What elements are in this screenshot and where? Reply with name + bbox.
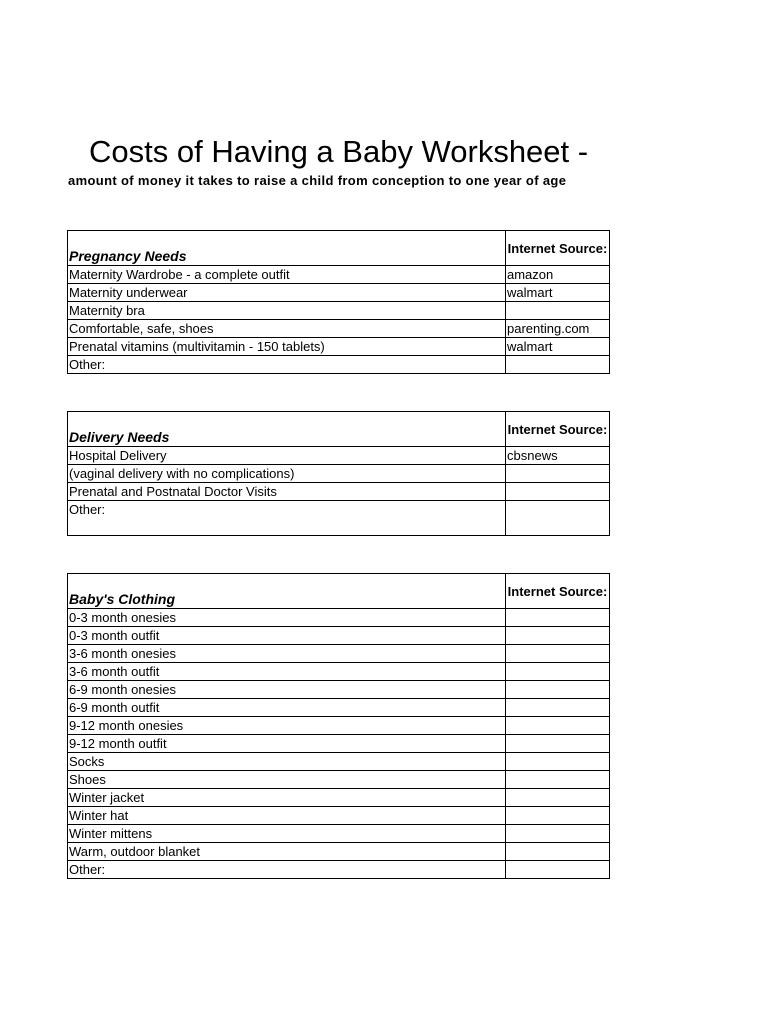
table-row <box>68 843 610 861</box>
item-cell[interactable]: Other: <box>68 861 506 879</box>
item-cell[interactable]: Shoes <box>68 771 506 789</box>
item-cell[interactable]: Other: <box>68 501 506 536</box>
source-cell[interactable] <box>506 465 610 483</box>
table-row <box>68 302 610 320</box>
item-cell[interactable]: Winter hat <box>68 807 506 825</box>
delivery-needs-table <box>67 411 610 536</box>
table-row <box>68 789 610 807</box>
delivery-needs-heading: Delivery Needs <box>68 412 506 447</box>
table-row <box>68 447 610 465</box>
item-cell[interactable]: Winter mittens <box>68 825 506 843</box>
item-cell[interactable]: 6-9 month onesies <box>68 681 506 699</box>
source-cell[interactable] <box>506 627 610 645</box>
item-cell[interactable]: Maternity underwear <box>68 284 506 302</box>
table-header-row <box>68 231 610 266</box>
table-row <box>68 681 610 699</box>
table-row <box>68 663 610 681</box>
item-cell[interactable]: 9-12 month outfit <box>68 735 506 753</box>
item-cell[interactable]: Winter jacket <box>68 789 506 807</box>
internet-source-header: Internet Source: <box>506 574 610 609</box>
internet-source-header: Internet Source: <box>506 412 610 447</box>
table-row <box>68 807 610 825</box>
source-cell[interactable] <box>506 843 610 861</box>
source-cell[interactable] <box>506 807 610 825</box>
table-row <box>68 645 610 663</box>
item-cell[interactable]: (vaginal delivery with no complications) <box>68 465 506 483</box>
table-row <box>68 735 610 753</box>
source-cell[interactable] <box>506 861 610 879</box>
item-cell[interactable]: Socks <box>68 753 506 771</box>
source-cell[interactable] <box>506 753 610 771</box>
source-cell[interactable] <box>506 699 610 717</box>
table-row <box>68 483 610 501</box>
pregnancy-needs-table <box>67 230 610 374</box>
internet-source-header: Internet Source: <box>506 231 610 266</box>
source-cell[interactable] <box>506 356 610 374</box>
item-cell[interactable]: Warm, outdoor blanket <box>68 843 506 861</box>
table-row <box>68 699 610 717</box>
item-cell[interactable]: 9-12 month onesies <box>68 717 506 735</box>
item-cell[interactable]: 0-3 month onesies <box>68 609 506 627</box>
table-row <box>68 861 610 879</box>
worksheet-title: Costs of Having a Baby Worksheet - <box>89 134 589 169</box>
table-row <box>68 338 610 356</box>
item-cell[interactable]: Maternity Wardrobe - a complete outfit <box>68 266 506 284</box>
table-row <box>68 266 610 284</box>
source-cell[interactable] <box>506 483 610 501</box>
table-header-row <box>68 574 610 609</box>
pregnancy-needs-heading: Pregnancy Needs <box>68 231 506 266</box>
table-row <box>68 465 610 483</box>
source-cell[interactable] <box>506 789 610 807</box>
source-cell[interactable]: amazon <box>506 266 610 284</box>
table-row <box>68 627 610 645</box>
table-row <box>68 356 610 374</box>
item-cell[interactable]: Hospital Delivery <box>68 447 506 465</box>
source-cell[interactable]: cbsnews <box>506 447 610 465</box>
item-cell[interactable]: 3-6 month outfit <box>68 663 506 681</box>
table-row <box>68 717 610 735</box>
source-cell[interactable] <box>506 501 610 536</box>
source-cell[interactable] <box>506 645 610 663</box>
item-cell[interactable]: 3-6 month onesies <box>68 645 506 663</box>
worksheet-subtitle: amount of money it takes to raise a child from conception to one year of age <box>68 173 567 188</box>
source-cell[interactable] <box>506 302 610 320</box>
source-cell[interactable] <box>506 609 610 627</box>
item-cell[interactable]: Maternity bra <box>68 302 506 320</box>
source-cell[interactable] <box>506 681 610 699</box>
source-cell[interactable] <box>506 717 610 735</box>
item-cell[interactable]: 0-3 month outfit <box>68 627 506 645</box>
table-row <box>68 825 610 843</box>
table-row <box>68 753 610 771</box>
source-cell[interactable]: parenting.com <box>506 320 610 338</box>
table-row <box>68 609 610 627</box>
table-row <box>68 284 610 302</box>
item-cell[interactable]: Comfortable, safe, shoes <box>68 320 506 338</box>
source-cell[interactable] <box>506 771 610 789</box>
table-row <box>68 771 610 789</box>
item-cell[interactable]: Other: <box>68 356 506 374</box>
table-header-row <box>68 412 610 447</box>
source-cell[interactable] <box>506 735 610 753</box>
source-cell[interactable]: walmart <box>506 284 610 302</box>
source-cell[interactable] <box>506 663 610 681</box>
item-cell[interactable]: Prenatal vitamins (multivitamin - 150 tablets) <box>68 338 506 356</box>
babys-clothing-table <box>67 573 610 879</box>
item-cell[interactable]: 6-9 month outfit <box>68 699 506 717</box>
source-cell[interactable] <box>506 825 610 843</box>
table-row <box>68 320 610 338</box>
table-row <box>68 501 610 536</box>
babys-clothing-heading: Baby's Clothing <box>68 574 506 609</box>
item-cell[interactable]: Prenatal and Postnatal Doctor Visits <box>68 483 506 501</box>
source-cell[interactable]: walmart <box>506 338 610 356</box>
